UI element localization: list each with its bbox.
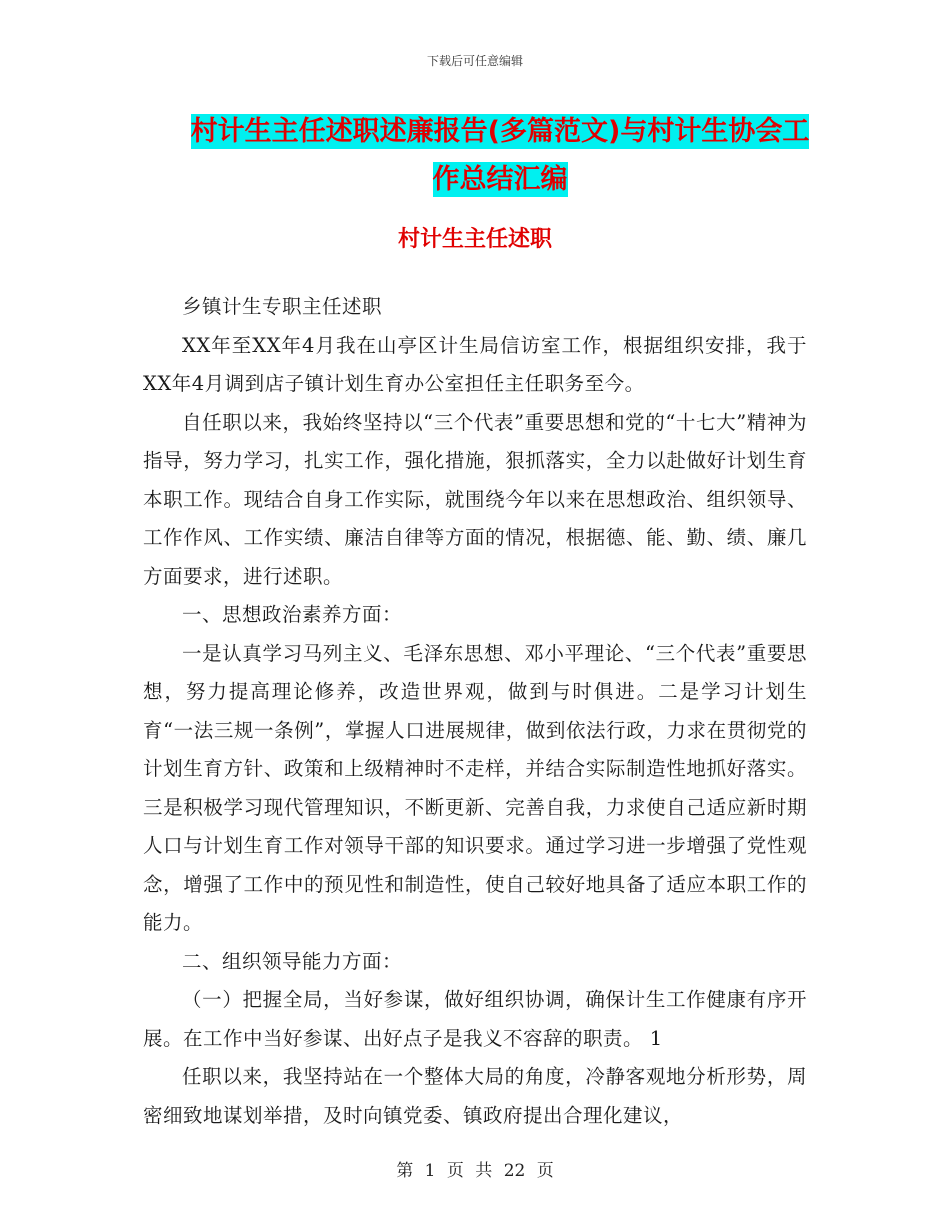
document-body	[143, 288, 807, 1135]
paragraph: （一）把握全局，当好参谋，做好组织协调，确保计生工作健康有序开展。在工作中当好参谋、出好点子是我义不容辞的职责。 1	[143, 988, 807, 1050]
paragraph: 一、思想政治素养方面：	[182, 603, 403, 626]
document-title	[180, 108, 820, 204]
header-note: 下载后可任意编辑	[426, 54, 523, 68]
paragraph: 二、组织领导能力方面：	[182, 949, 403, 973]
paragraph: 乡镇计生专职主任述职	[182, 295, 383, 318]
paragraph: 一是认真学习马列主义、毛泽东思想、邓小平理论、“三个代表”重要思想，努力提高理论修养，改造世界观，做到与时俱进。二是学习计划生育“一法三规一条例”，掌握人口进展规律，做到依法行政，力求在贯彻党的计划生育方针、政策和上级精神时不走样，并结合实际制造性地抓好落实。三是积极学习现代管理知识，不断更新、完善自我，力求使自己适应新时期人口与计划生育工作对领导干部的知识要求。通过学习进一步增强了党性观念，增强了工作中的预见性和制造性，使自己较好地具备了适应本职工作的能力。	[143, 641, 807, 934]
paragraph: 自任职以来，我始终坚持以“三个代表”重要思想和党的“十七大”精神为指导，努力学习，扎实工作，强化措施，狠抓落实，全力以赴做好计划生育本职工作。现结合自身工作实际，就围绕今年以来在思想政治、组织领导、工作作风、工作实绩、廉洁自律等方面的情况，根据德、能、勤、绩、廉几方面要求，进行述职。	[143, 410, 807, 588]
document-title-text: 村计生主任述职述廉报告(多篇范文)与村计生协会工作总结汇编	[190, 116, 810, 195]
section-title: 村计生主任述职	[397, 227, 552, 252]
paragraph: XX年至XX年4月我在山亭区计生局信访室工作，根据组织安排，我于XX年4月调到店子镇计划生育办公室担任主任职务至今。	[143, 333, 807, 395]
paragraph: 任职以来，我坚持站在一个整体大局的角度，冷静客观地分析形势，周密细致地谋划举措，及时向镇党委、镇政府提出合理化建议，	[143, 1065, 807, 1127]
page-footer: 第 1 页 共 22 页	[396, 1161, 554, 1181]
